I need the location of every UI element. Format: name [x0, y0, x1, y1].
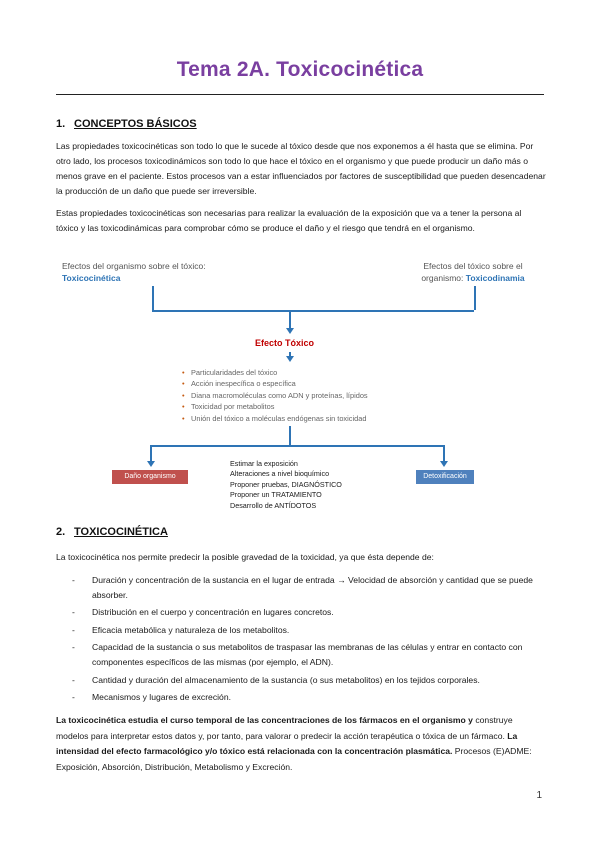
list-item-text: Eficacia metabólica y naturaleza de los metabolitos. [92, 624, 290, 635]
closing-bold-1: La toxicocinética estudia el curso temporal de las concentraciones de los fármacos en el organismo y [56, 715, 473, 725]
section-number: 2. [56, 526, 66, 538]
bullet-dash: - [72, 607, 75, 618]
list-item: Desarrollo de ANTÍDOTOS [230, 500, 317, 510]
paragraph-evaluation: Estas propiedades toxicocinéticas son necesarias para realizar la evaluación de la exposición que va a tener la persona al tóxico y las toxicodinámicas para comprobar cómo se produce el daño y el riesgo que tendrá en el organismo. [56, 208, 522, 233]
section-heading-toxicocinetica [56, 526, 168, 538]
detoxification-box: Detoxificación [416, 470, 474, 484]
list-item [56, 690, 546, 705]
closing-bold-2: La intensidad del efecto farmacológico y/o tóxico está relacionada con la concentración plasmática. [56, 730, 518, 756]
paragraph-closing [56, 713, 546, 775]
title-divider [56, 94, 544, 95]
diagram-left-heading [62, 260, 272, 284]
list-item-text: Capacidad de la sustancia o sus metabolitos de traspasar las membranas de las células y entrar en contacto con componentes específicos de las mismas (por ejemplo, el ADN). [92, 642, 523, 667]
toxicokinetics-factors-list [56, 573, 546, 708]
list-item: • Toxicidad por metabolitos [182, 401, 452, 412]
toxic-effect-label: Efecto Tóxico [255, 338, 315, 348]
paragraph-section2-intro: La toxicocinética nos permite predecir la posible gravedad de la toxicidad, ya que ésta depende de: [56, 552, 434, 562]
section-heading-conceptos [56, 118, 197, 130]
section-title: CONCEPTOS BÁSICOS [74, 118, 197, 130]
arrow-down-icon [286, 328, 294, 334]
list-item: Alteraciones a nivel bioquímico [230, 469, 330, 479]
organism-damage-box: Daño organismo [112, 470, 188, 484]
page-number: 1 [536, 790, 542, 801]
list-item-text: Duración y concentración de la sustancia en el lugar de entrada → Velocidad de absorción y cantidad que se puede absorber. [92, 575, 533, 600]
arrow-down-icon [147, 461, 155, 467]
closing-text-2: Procesos (E)ADME: Exposición, Absorción, Distribución, Metabolismo y Excreción. [56, 746, 532, 772]
bullet-dash: - [72, 624, 75, 635]
bullet-dash: - [72, 575, 75, 585]
list-item [56, 640, 546, 669]
top-connector-horizontal [152, 310, 474, 312]
list-item-text: Distribución en el cuerpo y concentración en lugares concretos. [92, 607, 334, 618]
list-item [56, 573, 546, 602]
section-title: TOXICOCINÉTICA [74, 526, 168, 538]
list-item-text: Mecanismos y lugares de excreción. [92, 692, 231, 703]
list-item: Proponer un TRATAMIENTO [230, 490, 322, 500]
toxicokinetics-term: Toxicocinética [62, 273, 121, 283]
toxic-factors-list [182, 367, 452, 424]
list-item [56, 673, 546, 688]
arrow-down-icon [286, 356, 294, 362]
paragraph-intro: Las propiedades toxicocinéticas son todo lo que le sucede al tóxico desde que nos exponemos a él hasta que se elimina. Por otro lado, los procesos toxicodinámicos son todo lo que hace el tóxico en el organismo y que puede producir un daño más o menos grave en el paciente. Estos procesos van a estar influenciados por factores de susceptibilidad que pueden desencadenar la producción de un daño que puede ser irreversible. [56, 141, 546, 196]
arrow-down-icon [440, 461, 448, 467]
list-item: • Unión del tóxico a moléculas endógenas sin toxicidad [182, 413, 452, 424]
lower-center-vertical [289, 426, 291, 446]
list-item-text: Cantidad y duración del almacenamiento de la sustancia (o sus metabolitos) en los tejidos corporales. [92, 674, 480, 685]
diagram-right-heading [408, 260, 538, 284]
left-connector-vertical [152, 286, 154, 310]
center-connector-vertical [289, 310, 291, 330]
list-item: • Diana macromoléculas como ADN y proteínas, lípidos [182, 390, 452, 401]
section-number: 1. [56, 118, 66, 130]
list-item [56, 623, 546, 638]
list-item: • Particularidades del tóxico [182, 367, 452, 378]
bullet-dash: - [72, 692, 75, 703]
clinical-actions-list [230, 459, 390, 511]
toxicokinetics-label: Efectos del organismo sobre el tóxico: [62, 261, 206, 271]
list-item: Proponer pruebas, DIAGNÓSTICO [230, 479, 342, 489]
page-title: Tema 2A. Toxicocinética [176, 58, 424, 81]
bullet-dash: - [72, 674, 75, 685]
toxicodynamics-label: Efectos del tóxico sobre el organismo: [421, 261, 523, 283]
closing-text-1: construye modelos para interpretar estos datos y, por tanto, para valorar o predecir la acción terapéutica o tóxica de un fármaco. [56, 715, 513, 741]
list-item [56, 605, 546, 620]
toxic-effect-diagram [56, 256, 546, 514]
list-item: Estimar la exposición [230, 459, 298, 468]
bullet-dash: - [72, 642, 75, 653]
list-item: • Acción inespecífica o específica [182, 378, 452, 389]
right-connector-vertical [474, 286, 476, 310]
lower-horizontal [150, 445, 444, 447]
toxicodynamics-term: Toxicodinamia [465, 273, 525, 283]
